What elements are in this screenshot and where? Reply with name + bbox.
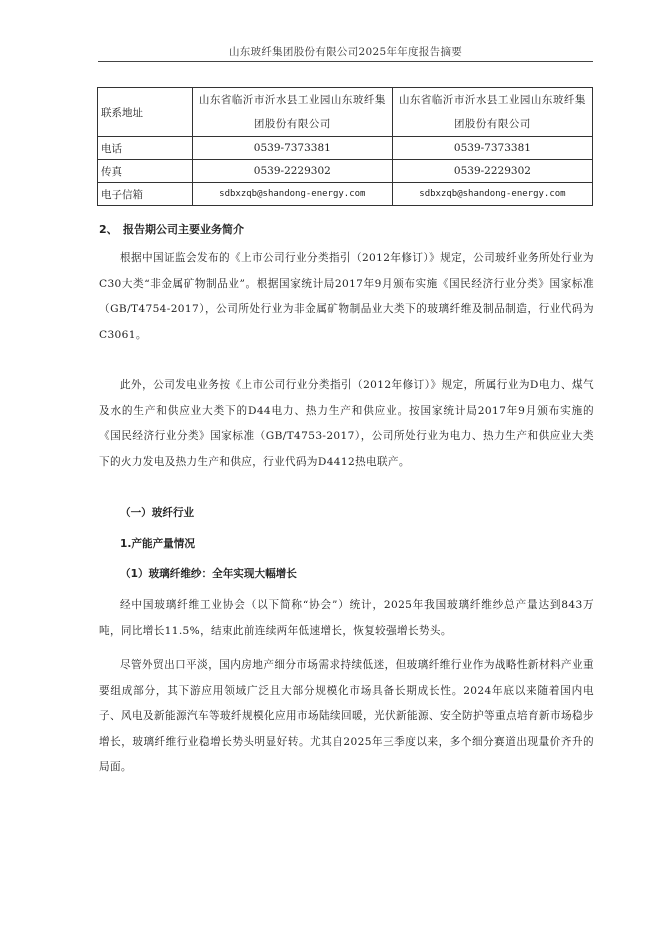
section-heading: [99, 221, 244, 237]
phone-label: 电话: [98, 137, 193, 160]
phone-value-2: 0539-7373381: [392, 137, 592, 160]
paragraph-output-statistics: 经中国玻璃纤维工业协会（以下简称“协会”）统计，2025年我国玻璃纤维纱总产量达到843万吨，同比增长11.5%，结束此前连续两年低速增长，恢复较强增长势头。: [99, 599, 594, 637]
email-label: 电子信箱: [98, 183, 193, 206]
contact-table: [97, 87, 593, 206]
section-number: 2、: [99, 223, 118, 236]
fax-label: 传真: [98, 160, 193, 183]
paragraph-power-business: 此外，公司发电业务按《上市公司行业分类指引（2012年修订）》规定，所属行业为D电力、煤气及水的生产和供应业大类下的D44电力、热力生产和供应业。按国家统计局2017年9月颁布实施的《国民经济行业分类》国家标准（GB/T4753-2017），公司所处行业为电力、热力生产和供应业大类下的火力发电及热力生产和供应，行业代码为D4412热电联产。: [99, 379, 594, 468]
header-divider: [98, 61, 593, 62]
section-title: 报告期公司主要业务简介: [123, 223, 244, 236]
table-row: [98, 137, 593, 160]
paragraph-market-outlook: 尽管外贸出口平淡，国内房地产细分市场需求持续低迷，但玻璃纤维行业作为战略性新材料产业重要组成部分，其下游应用领域广泛且大部分规模化市场具备长期成长性。2024年底以来随着国内电子、风电及新能源汽车等玻纤规模化应用市场陆续回暖，光伏新能源、安全防护等重点培育新市场稳步增长，玻璃纤维行业稳增长势头明显好转。尤其自2025年三季度以来，多个细分赛道出现量价齐升的局面。: [99, 659, 594, 773]
subheading-fiberglass-industry: （一）玻纤行业: [120, 507, 195, 519]
address-label: 联系地址: [98, 88, 193, 137]
address-value-2: 山东省临沂市沂水县工业园山东玻纤集团股份有限公司: [392, 88, 592, 137]
phone-value-1: 0539-7373381: [192, 137, 392, 160]
table-row: [98, 160, 593, 183]
email-value-1: sdbxzqb@shandong-energy.com: [192, 183, 392, 206]
table-row: [98, 183, 593, 206]
table-row: [98, 88, 593, 137]
subheading-glass-fiber-yarn: （1）玻璃纤维纱：全年实现大幅增长: [120, 568, 297, 580]
fax-value-1: 0539-2229302: [192, 160, 392, 183]
fax-value-2: 0539-2229302: [392, 160, 592, 183]
address-value-1: 山东省临沂市沂水县工业园山东玻纤集团股份有限公司: [192, 88, 392, 137]
email-value-2: sdbxzqb@shandong-energy.com: [392, 183, 592, 206]
subheading-capacity-output: 1.产能产量情况: [120, 538, 195, 550]
page-header: 山东玻纤集团股份有限公司2025年年度报告摘要: [228, 46, 463, 58]
paragraph-industry-classification: 根据中国证监会发布的《上市公司行业分类指引（2012年修订）》规定，公司玻纤业务所处行业为C30大类“非金属矿物制品业”。根据国家统计局2017年9月颁布实施《国民经济行业分类》国家标准（GB/T4754-2017），公司所处行业为非金属矿物制品业大类下的玻璃纤维及制品制造，行业代码为C3061。: [99, 252, 594, 341]
